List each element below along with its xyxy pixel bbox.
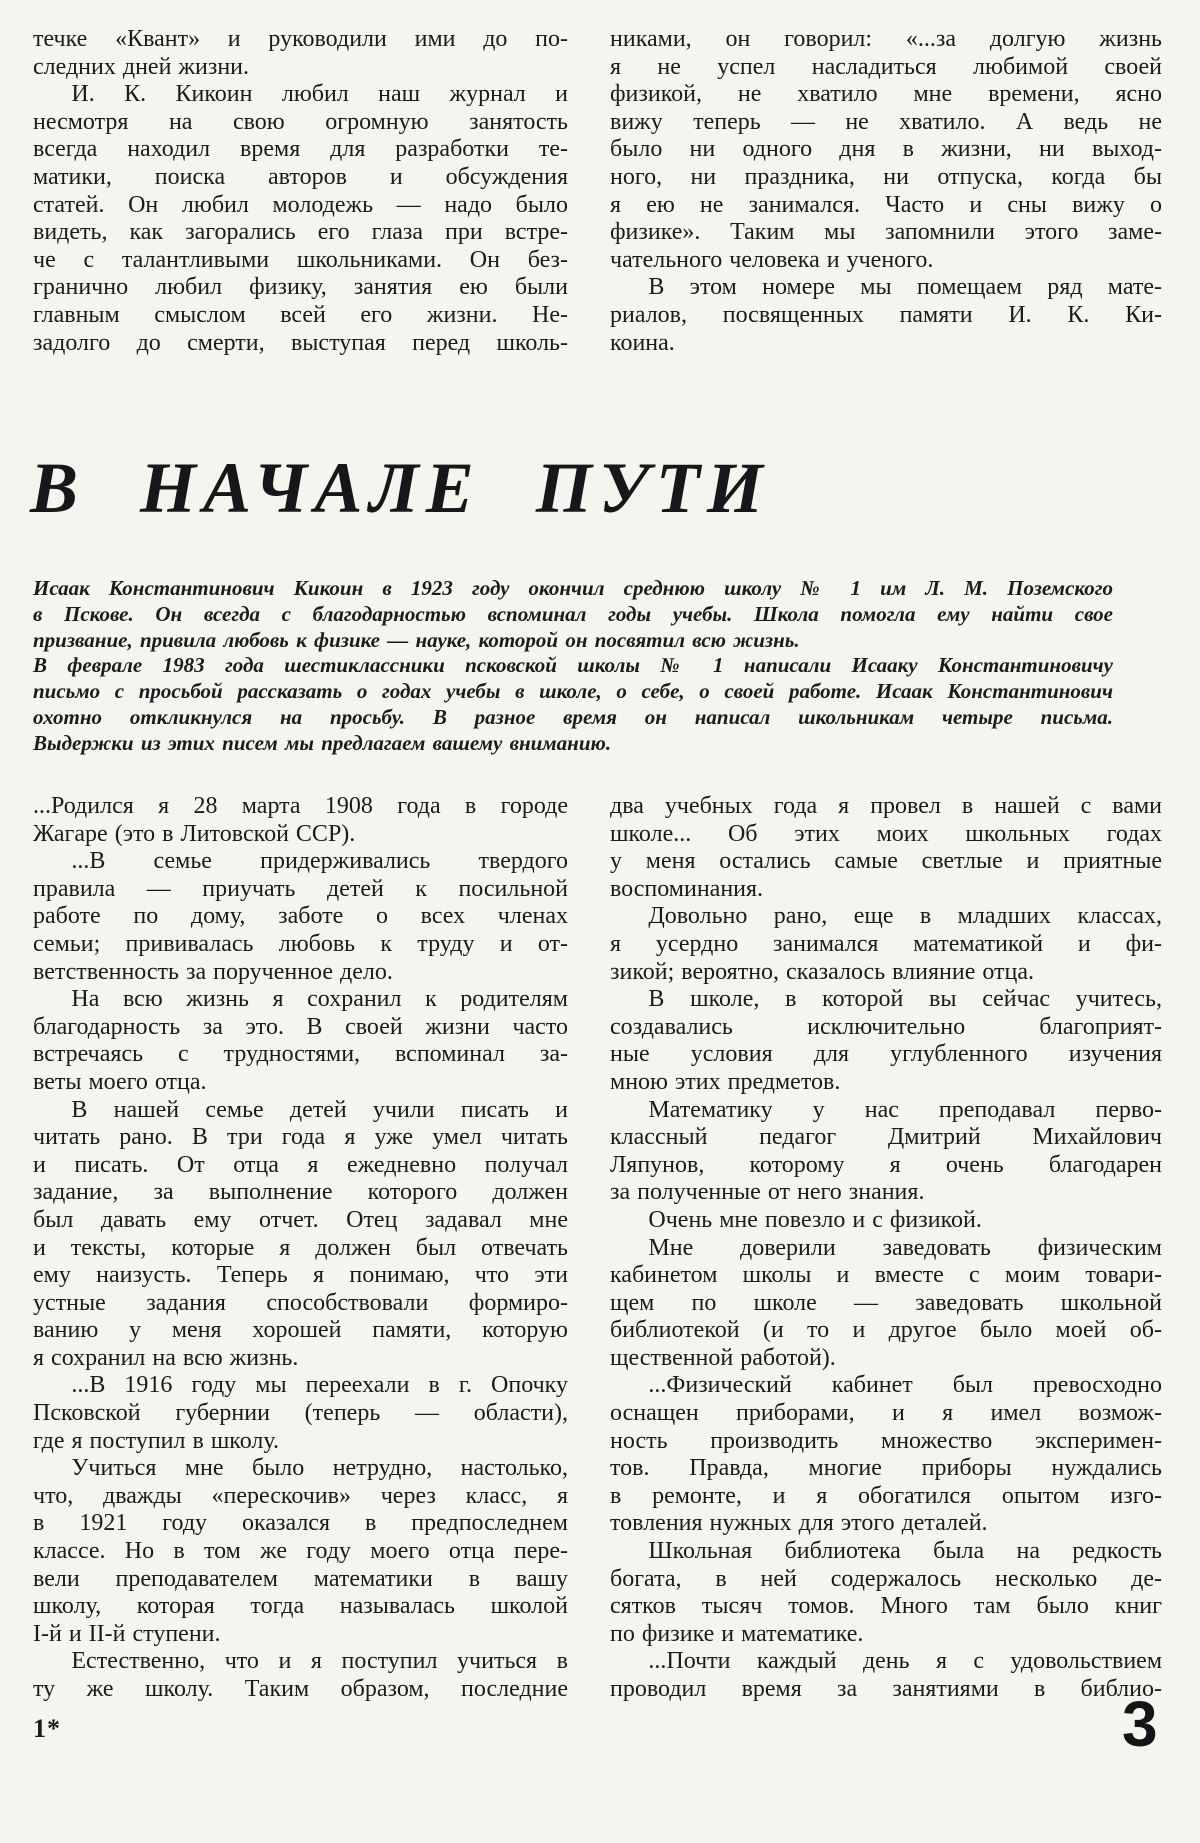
text-line: ту же школу. Таким образом, последние [33, 1676, 568, 1702]
text-line: Исаак Константинович Кикоин в 1923 году окончил среднюю школу № 1 им Л. М. Поземского [33, 576, 1113, 600]
text-line: сятков тысяч томов. Много там было книг [610, 1593, 1162, 1620]
text-line: в ремонте, и я обогатился опытом изго- [610, 1482, 1162, 1509]
text-line: ного, ни праздника, ни отпуска, когда бы [610, 163, 1162, 190]
text-line: зикой; вероятно, сказалось влияние отца. [610, 958, 1035, 985]
text-line: Школьная библиотека была на редкость [648, 1538, 1162, 1565]
text-line: Довольно рано, еще в младших классах, [648, 903, 1162, 930]
text-line: физикой, не хватило мне времени, ясно [610, 81, 1162, 108]
text-line: письмо с просьбой рассказать о годах учебы в школе, о себе, о своей работе. Исаак Константинович [33, 679, 1113, 704]
text-line: несмотря на свою огромную занятость [33, 108, 568, 135]
text-line: проводил время за занятиями в библио- [610, 1676, 1162, 1702]
text-line: семьи; прививалась любовь к труду и от- [33, 930, 568, 957]
text-line: школе... Об этих моих школьных годах [610, 820, 1162, 847]
text-line: ...Почти каждый день я с удовольствием [648, 1648, 1162, 1675]
text-line: классный педагог Дмитрий Михайлович [610, 1124, 1162, 1151]
text-line: школу, которая тогда называлась школой [33, 1593, 568, 1620]
text-line: Псковской губернии (теперь — области), [33, 1400, 568, 1427]
text-line: физике». Таким мы запомнили этого заме- [610, 219, 1162, 246]
text-line: Учиться мне было нетрудно, настолько, [71, 1455, 568, 1482]
text-line: охотно откликнулся на просьбу. В разное время он написал школьникам четыре письма. [33, 704, 1113, 729]
text-line: Очень мне повезло и с физикой. [648, 1206, 982, 1233]
text-line: я ею не занимался. Часто и сны вижу о [610, 191, 1162, 218]
text-line: я усердно занимался математикой и фи- [610, 930, 1162, 957]
text-line: главным смыслом всей его жизни. Не- [33, 301, 568, 328]
text-line: щественной работой). [610, 1344, 836, 1371]
lead-section [33, 26, 1162, 357]
text-line: Жагаре (это в Литовской ССР). [33, 820, 356, 847]
text-line: ванию у меня хорошей памяти, которую [33, 1317, 568, 1344]
text-line: коина. [610, 329, 675, 356]
text-line: Естественно, что и я поступил учиться в [71, 1648, 568, 1675]
text-line: работе по дому, заботе о всех членах [33, 903, 568, 930]
text-line: видеть, как загорались его глаза при встре- [33, 219, 568, 246]
text-line: и писать. От отца я ежедневно получал [33, 1151, 568, 1178]
text-line: И. К. Кикоин любил наш журнал и [71, 81, 568, 108]
text-line: риалов, посвященных памяти И. К. Ки- [610, 301, 1162, 328]
text-line: призвание, привила любовь к физике — науке, которой он посвятил всю жизнь. [33, 627, 800, 652]
text-line: ...В 1916 году мы переехали в г. Опочку [71, 1372, 568, 1399]
lead-left-column [33, 26, 568, 357]
text-line: ему наизусть. Теперь я понимаю, что эти [33, 1262, 568, 1289]
text-line: В феврале 1983 года шестиклассники псковской школы № 1 написали Исааку Константиновичу [33, 653, 1113, 678]
article-title: В НАЧАЛЕ ПУТИ [30, 448, 770, 528]
article-intro [33, 576, 1113, 757]
text-line: чательного человека и ученого. [610, 246, 934, 273]
text-line: ветственность за порученное дело. [33, 958, 393, 985]
text-line: вели преподавателем математики в вашу [33, 1565, 568, 1592]
text-line: I-й и II-й ступени. [33, 1620, 221, 1647]
text-line: библиотекой (и то и другое было моей об- [610, 1317, 1162, 1344]
text-line: В этом номере мы помещаем ряд мате- [648, 274, 1162, 301]
text-line: веты моего отца. [33, 1068, 207, 1095]
body-left-column [33, 793, 568, 1704]
text-line: что, дважды «перескочив» через класс, я [33, 1482, 568, 1509]
text-line: статей. Он любил молодежь — надо было [33, 191, 568, 218]
text-line: На всю жизнь я сохранил к родителям [71, 986, 568, 1013]
text-line: товления нужных для этого деталей. [610, 1510, 988, 1537]
page-number: 3 [1122, 1688, 1158, 1760]
text-line: где я поступил в школу. [33, 1427, 279, 1454]
body-right-column [610, 793, 1162, 1704]
text-line: задание, за выполнение которого должен [33, 1179, 568, 1206]
article-body [33, 793, 1162, 1704]
text-line: было ни одного дня в жизни, ни выход- [610, 136, 1162, 163]
text-line: в 1921 году оказался в предпоследнем [33, 1510, 568, 1537]
text-line: у меня остались самые светлые и приятные [610, 848, 1162, 875]
text-line: щем по школе — заведовать школьной [610, 1289, 1162, 1316]
text-line: ные условия для углубленного изучения [610, 1041, 1162, 1068]
text-line: классе. Но в том же году моего отца пере- [33, 1538, 568, 1565]
text-line: Выдержки из этих писем мы предлагаем вашему вниманию. [33, 730, 612, 755]
text-line: всегда находил время для разработки те- [33, 136, 568, 163]
text-line: Математику у нас преподавал перво- [648, 1096, 1162, 1123]
text-line: матики, поиска авторов и обсуждения [33, 163, 568, 190]
text-line: че с талантливыми школьниками. Он без- [33, 246, 568, 273]
text-line: ...Физический кабинет был превосходно [648, 1372, 1162, 1399]
text-line: Ляпунов, которому я очень благодарен [610, 1151, 1162, 1178]
text-line: по физике и математике. [610, 1620, 864, 1647]
text-line: Мне доверили заведовать физическим [648, 1234, 1162, 1261]
text-line: я сохранил на всю жизнь. [33, 1344, 299, 1371]
text-line: ...Родился я 28 марта 1908 года в городе [33, 793, 568, 819]
text-line: тов. Правда, многие приборы нуждались [610, 1455, 1162, 1482]
footnote-mark: 1* [33, 1714, 61, 1743]
text-line: богата, в ней содержалось несколько де- [610, 1565, 1162, 1592]
text-line: создавались исключительно благоприят- [610, 1013, 1162, 1040]
text-line: вижу теперь — не хватило. А ведь не [610, 108, 1162, 135]
text-line: два учебных года я провел в нашей с вами [610, 793, 1162, 819]
text-line: и тексты, которые я должен был отвечать [33, 1234, 568, 1261]
text-line: читать рано. В три года я уже умел читать [33, 1124, 568, 1151]
text-line: устные задания способствовали формиро- [33, 1289, 568, 1316]
text-line: ...В семье придерживались твердого [71, 848, 568, 875]
text-line: оснащен приборами, и я имел возмож- [610, 1400, 1162, 1427]
text-line: гранично любил физику, занятия ею были [33, 274, 568, 301]
text-line: никами, он говорил: «...за долгую жизнь [610, 26, 1162, 52]
text-line: встречаясь с трудностями, вспоминал за- [33, 1041, 568, 1068]
text-line: правила — приучать детей к посильной [33, 875, 568, 902]
text-line: течке «Квант» и руководили ими до по- [33, 26, 568, 52]
text-line: В школе, в которой вы сейчас учитесь, [648, 986, 1162, 1013]
text-line: в Пскове. Он всегда с благодарностью вспоминал годы учебы. Школа помогла ему найти свое [33, 601, 1113, 626]
text-line: я не успел насладиться любимой своей [610, 53, 1162, 80]
text-line: В нашей семье детей учили писать и [71, 1096, 568, 1123]
text-line: ность производить множество эксперимен- [610, 1427, 1162, 1454]
text-line: воспоминания. [610, 875, 764, 902]
text-line: был давать ему отчет. Отец задавал мне [33, 1206, 568, 1233]
text-line: за полученные от него знания. [610, 1179, 925, 1206]
text-line: задолго до смерти, выступая перед школь- [33, 329, 568, 356]
text-line: мною этих предметов. [610, 1068, 841, 1095]
lead-right-column [610, 26, 1162, 357]
text-line: следних дней жизни. [33, 53, 250, 80]
text-line: благодарность за это. В своей жизни часто [33, 1013, 568, 1040]
text-line: кабинетом школы и вместе с моим товари- [610, 1262, 1162, 1289]
